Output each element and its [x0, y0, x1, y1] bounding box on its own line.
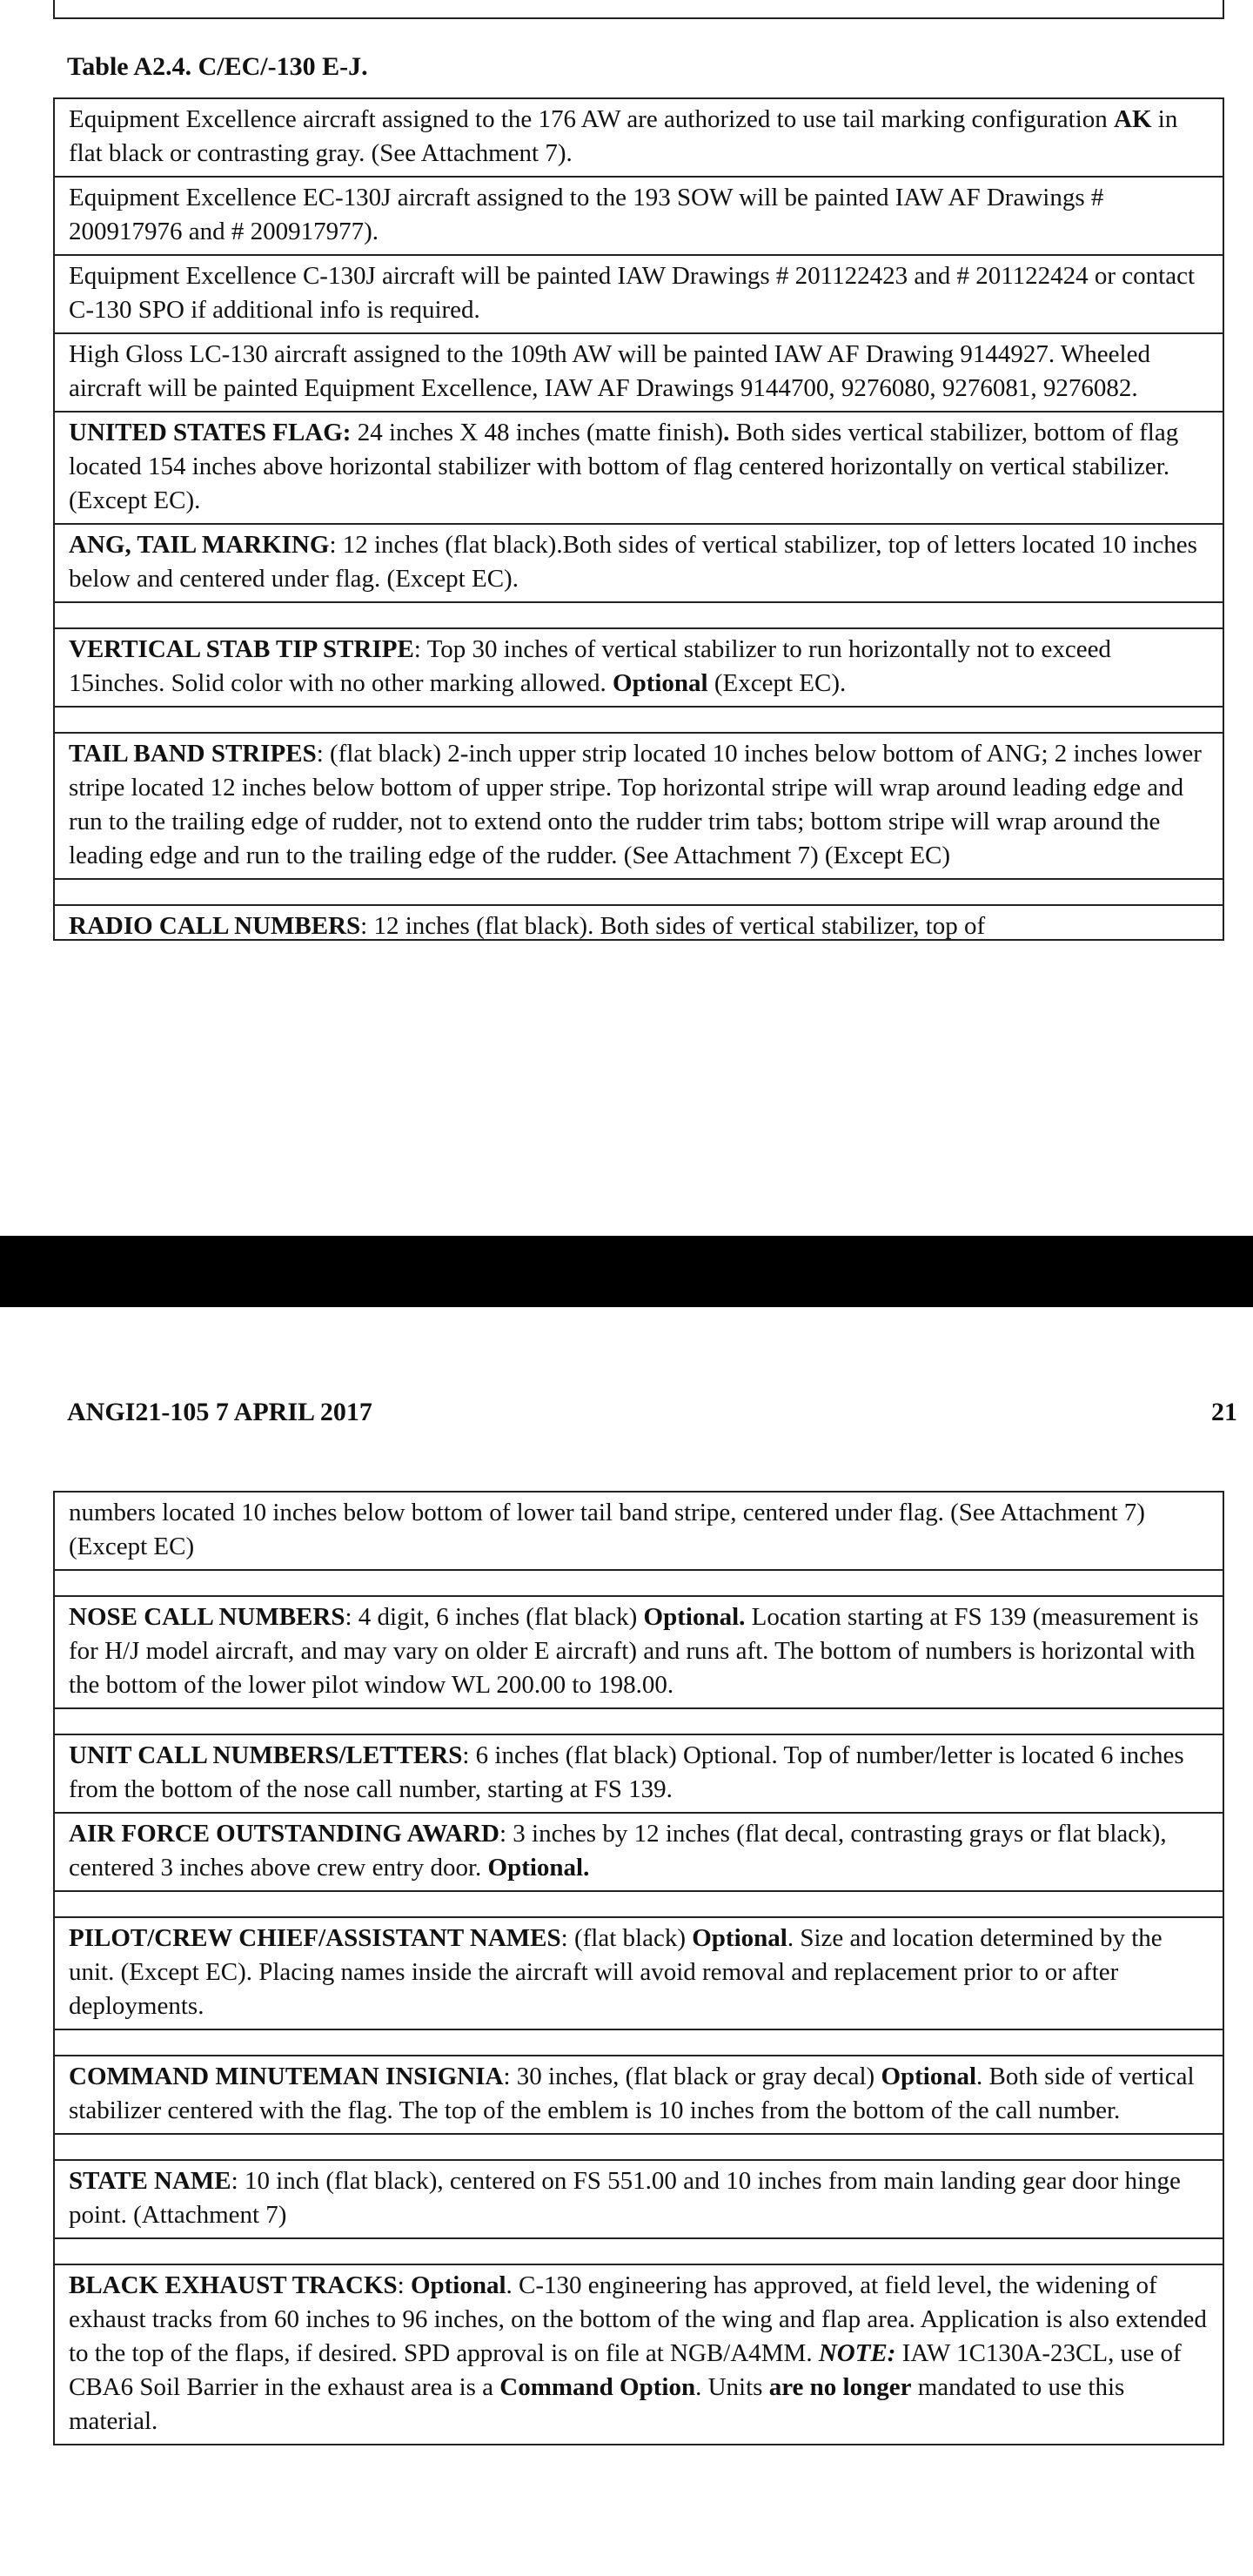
row-text: : 12 inches (flat black).Both sides of vertical stabilizer, top of letters located 10 inches below and centered under flag. (Except EC). [69, 531, 1197, 593]
row-bold-text: UNITED STATES FLAG: [69, 419, 352, 446]
row-text: : (flat black) [560, 1924, 693, 1952]
table-spacer-row [55, 1890, 1223, 1916]
row-bold-text: AIR FORCE OUTSTANDING AWARD [69, 1820, 499, 1848]
row-text: . C-130 engineering has approved, at field level, the widening of exhaust tracks from 60 inches to 96 inches, on the bottom of the wing and flap area. Application is also extended to the top of the flaps, if desired. SPD approval is on file at NGB/A4MM. [69, 2271, 1207, 2367]
row-bold-text: BLACK EXHAUST TRACKS [69, 2271, 398, 2299]
row-text: Equipment Excellence C-130J aircraft will be painted IAW Drawings # 201122423 and # 201122424 or contact C-130 SPO if additional info is required. [69, 262, 1196, 324]
row-text: : (flat black) 2-inch upper strip located 10 inches below bottom of ANG; 2 inches lower stripe located 12 inches below bottom of upper stripe. Top horizontal stripe will wrap around leading edge and run to the trailing edge of rudder, not to extend onto the rudder trim tabs; bottom stripe will wrap around the leading edge and run to the trailing edge of the rudder. (See Attachment 7) (Except EC) [69, 740, 1202, 869]
table-spacer-row [55, 2237, 1223, 2264]
row-bold-text: . [723, 419, 730, 446]
row-text: Both sides vertical stabilizer, bottom of flag located 154 inches above horizontal stabilizer with bottom of flag centered horizontally on vertical stabilizer. (Except EC). [69, 419, 1179, 514]
row-bold-text: COMMAND MINUTEMAN INSIGNIA [69, 2063, 504, 2090]
row-bold-text: NOSE CALL NUMBERS [69, 1603, 345, 1631]
row-text: 24 inches X 48 inches (matte finish) [351, 419, 724, 446]
row-bold-text: RADIO CALL NUMBERS [69, 912, 361, 939]
table-row [55, 523, 1223, 601]
table-row [55, 99, 1223, 176]
row-bold-text: UNIT CALL NUMBERS/LETTERS [69, 1741, 463, 1769]
table-spacer-row [55, 1707, 1223, 1734]
row-text: : 30 inches, (flat black or gray decal) [503, 2063, 881, 2090]
table-row [55, 627, 1223, 706]
table-row [55, 904, 1223, 939]
row-text: : [397, 2271, 411, 2299]
table-row [55, 2264, 1223, 2444]
row-text: : Top 30 inches of vertical stabilizer to run horizontally not to exceed 15inches. Solid color with no other marking allowed. [69, 635, 1111, 697]
row-text: mandated to use this material. [69, 2373, 1125, 2435]
row-bold-text: STATE NAME [69, 2167, 231, 2195]
row-bold-text: Optional. [643, 1603, 746, 1631]
row-bold-text: VERTICAL STAB TIP STRIPE [69, 635, 414, 663]
table-spacer-row [55, 878, 1223, 904]
row-text: (Except EC). [707, 669, 847, 697]
row-text: numbers located 10 inches below bottom of lower tail band stripe, centered under flag. (See Attachment 7) (Except EC) [69, 1499, 1145, 1560]
row-text: IAW 1C130A-23CL, use of CBA6 Soil Barrier in the exhaust area is a [69, 2339, 1182, 2401]
table-spacer-row [55, 2133, 1223, 2159]
row-bold-text: are no longer [768, 2373, 912, 2401]
table-spacer-row [55, 2029, 1223, 2055]
row-text: Location starting at FS 139 (measurement is for H/J model aircraft, and may vary on older E aircraft) and runs aft. The bottom of numbers is horizontal with the bottom of the lower pilot window WL 200.00 to 198.00. [69, 1603, 1199, 1699]
row-bold-text: TAIL BAND STRIPES [69, 740, 317, 768]
row-text: : 10 inch (flat black), centered on FS 551.00 and 10 inches from main landing gear door hinge point. (Attachment 7) [69, 2167, 1181, 2229]
table-title: Table A2.4. C/EC/-130 E-J. [67, 52, 368, 81]
table-row [55, 1916, 1223, 2029]
table-row [55, 732, 1223, 878]
table-row [55, 176, 1223, 254]
row-bold-text: ANG, TAIL MARKING [69, 531, 330, 559]
row-text: : 3 inches by 12 inches (flat decal, contrasting grays or flat black), centered 3 inches above crew entry door. [69, 1820, 1167, 1882]
table-row [55, 2055, 1223, 2133]
row-text: Equipment Excellence EC-130J aircraft assigned to the 193 SOW will be painted IAW AF Drawings # 200917976 and # 200917977). [69, 184, 1104, 245]
table-spacer-row [55, 706, 1223, 732]
row-text: . Units [695, 2373, 769, 2401]
table-row [55, 254, 1223, 332]
row-bold-text: Optional. [487, 1854, 590, 1882]
table-page1 [53, 97, 1224, 941]
row-bold-text: AK [1114, 105, 1152, 133]
table-row [55, 2159, 1223, 2237]
table-row [55, 332, 1223, 411]
table-spacer-row [55, 601, 1223, 627]
page-break-band [0, 1236, 1253, 1307]
table-row [55, 1734, 1223, 1812]
table-row [55, 1812, 1223, 1890]
row-text: : 4 digit, 6 inches (flat black) [345, 1603, 644, 1631]
page-number: 21 [1211, 1398, 1237, 1426]
row-text: Equipment Excellence aircraft assigned to the 176 AW are authorized to use tail marking configuration [69, 105, 1115, 133]
row-bold-text: Optional [410, 2271, 506, 2299]
row-bold-text: NOTE: [818, 2339, 896, 2367]
row-bold-text: PILOT/CREW CHIEF/ASSISTANT NAMES [69, 1924, 561, 1952]
table-spacer-row [55, 1569, 1223, 1595]
row-bold-text: Command Option [499, 2373, 696, 2401]
row-bold-text: Optional [881, 2063, 977, 2090]
table-row [55, 411, 1223, 523]
row-text: in flat black or contrasting gray. (See Attachment 7). [69, 105, 1178, 167]
row-bold-text: Optional [692, 1924, 787, 1952]
table-row [55, 1595, 1223, 1707]
row-text: High Gloss LC-130 aircraft assigned to the 109th AW will be painted IAW AF Drawing 9144927. Wheeled aircraft will be painted Equipment Excellence, IAW AF Drawings 9144700, 9276080, 9276081, 9276082. [69, 340, 1150, 402]
page-header-doc-id: ANGI21-105 7 APRIL 2017 [67, 1398, 372, 1426]
row-text: . Size and location determined by the unit. (Except EC). Placing names inside the aircraft will avoid removal and replacement prior to or after deployments. [69, 1924, 1163, 2020]
table-row [55, 1493, 1223, 1569]
row-bold-text: Optional [613, 669, 708, 697]
table-page2 [53, 1491, 1224, 2445]
row-text: . Both side of vertical stabilizer centered with the flag. The top of the emblem is 10 inches from the bottom of the call number. [69, 2063, 1195, 2124]
row-text: : 6 inches (flat black) Optional. Top of number/letter is located 6 inches from the bottom of the nose call number, starting at FS 139. [69, 1741, 1184, 1803]
previous-table-remnant [53, 0, 1224, 19]
row-text: : 12 inches (flat black). Both sides of vertical stabilizer, top of [360, 912, 986, 939]
